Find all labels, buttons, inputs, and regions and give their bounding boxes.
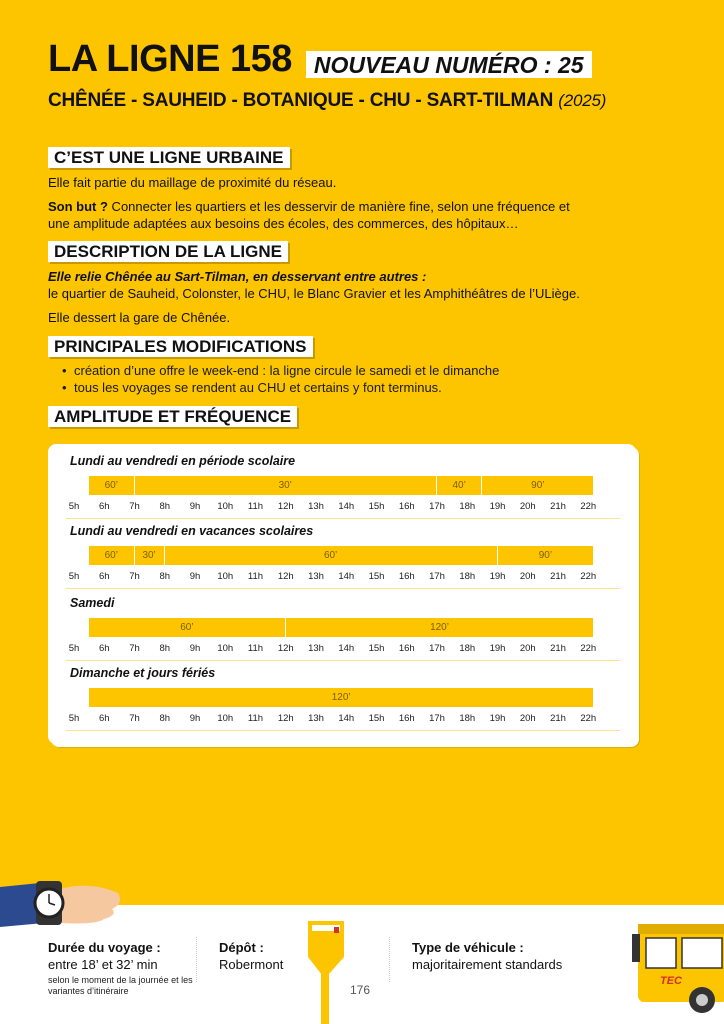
page-number: 176 xyxy=(350,983,371,997)
hour-tick: 6h xyxy=(98,713,110,724)
hour-tick: 9h xyxy=(189,501,201,512)
footer-divider xyxy=(389,937,390,982)
description-stops: le quartier de Sauheid, Colonster, le CHU, le Blanc Gravier et les Amphithéâtres de l’ULiège. xyxy=(48,286,580,301)
wristwatch-icon xyxy=(0,875,125,935)
schedule-title: Samedi xyxy=(70,596,115,610)
schedule-divider xyxy=(66,518,620,519)
hour-tick: 12h xyxy=(277,713,294,724)
title-row xyxy=(48,40,592,78)
frequency-segment: 90’ xyxy=(498,546,595,565)
hour-tick: 20h xyxy=(519,501,536,512)
hour-tick: 22h xyxy=(580,643,597,654)
route-year: (2025) xyxy=(558,91,607,110)
hour-tick: 21h xyxy=(550,643,566,654)
goal-text: Connecter les quartiers et les desservir de manière fine, selon une fréquence et une amplitude adaptées aux besoins des écoles, des commerces, des hôpitaux… xyxy=(48,199,570,231)
hour-tick: 16h xyxy=(398,643,415,654)
hour-tick: 18h xyxy=(459,713,476,724)
depot-value: Robermont xyxy=(219,957,284,972)
hour-tick: 10h xyxy=(217,501,234,512)
frequency-segment: 60’ xyxy=(89,618,286,637)
frequency-segment: 30’ xyxy=(135,546,165,565)
schedule-divider xyxy=(66,588,620,589)
hour-tick: 5h xyxy=(68,713,80,724)
hour-tick: 14h xyxy=(338,643,355,654)
page-title: LA LIGNE 158 xyxy=(48,38,292,80)
hour-tick: 15h xyxy=(368,571,385,582)
hour-tick: 18h xyxy=(459,571,476,582)
route-stops: CHÊNÉE - SAUHEID - BOTANIQUE - CHU - SART-TILMAN xyxy=(48,90,554,111)
hour-tick: 19h xyxy=(489,501,506,512)
bus-stop-pole-icon xyxy=(302,915,352,1024)
hour-tick: 10h xyxy=(217,713,234,724)
heading-description: DESCRIPTION DE LA LIGNE xyxy=(48,241,288,262)
hour-tick: 13h xyxy=(308,571,324,582)
depot-label: Dépôt : xyxy=(219,940,264,955)
hour-tick: 11h xyxy=(247,713,264,724)
hour-tick: 13h xyxy=(308,713,324,724)
hour-tick: 12h xyxy=(277,571,294,582)
schedule-box xyxy=(48,444,636,744)
hour-tick: 11h xyxy=(247,571,264,582)
hour-tick: 16h xyxy=(398,713,415,724)
route-line xyxy=(48,90,606,112)
hour-tick: 7h xyxy=(129,713,140,724)
hour-tick: 17h xyxy=(429,713,445,724)
hour-tick: 11h xyxy=(247,643,264,654)
hour-tick: 8h xyxy=(159,571,171,582)
frequency-segment: 120’ xyxy=(89,688,594,707)
hour-tick: 11h xyxy=(247,501,264,512)
frequency-segment: 40’ xyxy=(437,476,482,495)
hour-tick: 19h xyxy=(489,571,506,582)
hour-tick: 8h xyxy=(159,643,171,654)
vehicle-label: Type de véhicule : xyxy=(412,940,524,955)
frequency-segment: 30’ xyxy=(135,476,438,495)
hour-tick: 21h xyxy=(550,571,566,582)
hour-tick: 12h xyxy=(277,501,294,512)
hour-tick: 9h xyxy=(189,571,201,582)
hour-tick: 7h xyxy=(129,501,140,512)
hour-tick: 20h xyxy=(519,713,536,724)
hour-tick: 18h xyxy=(459,501,476,512)
hour-tick: 5h xyxy=(68,571,80,582)
schedule-title: Dimanche et jours fériés xyxy=(70,666,216,680)
hour-tick: 17h xyxy=(429,571,445,582)
frequency-segment: 60’ xyxy=(165,546,498,565)
hour-tick: 15h xyxy=(368,501,385,512)
hour-tick: 5h xyxy=(68,501,80,512)
hour-tick: 12h xyxy=(277,643,294,654)
hour-tick: 15h xyxy=(368,713,385,724)
hour-tick: 7h xyxy=(129,571,140,582)
hour-tick: 6h xyxy=(98,643,110,654)
paragraph-network: Elle fait partie du maillage de proximité du réseau. xyxy=(48,175,337,190)
bus-icon xyxy=(632,920,724,1015)
footer xyxy=(0,905,724,1024)
heading-modifications: PRINCIPALES MODIFICATIONS xyxy=(48,336,313,357)
hour-tick: 18h xyxy=(459,643,476,654)
hour-tick: 21h xyxy=(550,501,566,512)
frequency-segment: 120’ xyxy=(286,618,595,637)
hour-tick: 9h xyxy=(189,713,201,724)
hour-tick: 6h xyxy=(98,571,110,582)
hour-tick: 7h xyxy=(129,643,140,654)
hour-tick: 19h xyxy=(489,643,506,654)
footer-divider xyxy=(196,937,197,982)
frequency-segment: 60’ xyxy=(89,476,134,495)
heading-amplitude: AMPLITUDE ET FRÉQUENCE xyxy=(48,406,297,427)
hour-tick: 13h xyxy=(308,501,324,512)
hour-tick: 20h xyxy=(519,571,536,582)
hour-tick: 15h xyxy=(368,643,385,654)
list-item: • création d’une offre le week-end : la ligne circule le samedi et le dimanche xyxy=(62,362,499,379)
hour-tick: 21h xyxy=(550,713,566,724)
list-item: • tous les voyages se rendent au CHU et certains y font terminus. xyxy=(62,379,499,396)
hour-tick: 22h xyxy=(580,713,597,724)
description-station: Elle dessert la gare de Chênée. xyxy=(48,310,231,325)
hour-tick: 13h xyxy=(308,643,324,654)
hour-tick: 16h xyxy=(398,501,415,512)
schedule-divider xyxy=(66,730,620,731)
frequency-segment: 60’ xyxy=(89,546,134,565)
hour-tick: 22h xyxy=(580,571,597,582)
hour-tick: 19h xyxy=(489,713,506,724)
hour-tick: 8h xyxy=(159,501,171,512)
duration-note: selon le moment de la journée et les variantes d’itinéraire xyxy=(48,975,193,996)
new-number-badge: NOUVEAU NUMÉRO : 25 xyxy=(306,51,592,78)
hour-tick: 6h xyxy=(98,501,110,512)
hour-tick: 17h xyxy=(429,643,445,654)
schedule-title: Lundi au vendredi en période scolaire xyxy=(70,454,296,468)
schedule-title: Lundi au vendredi en vacances scolaires xyxy=(70,524,314,538)
heading-urban-line: C’EST UNE LIGNE URBAINE xyxy=(48,147,290,168)
hour-tick: 14h xyxy=(338,501,355,512)
hour-tick: 20h xyxy=(519,643,536,654)
hour-tick: 14h xyxy=(338,571,355,582)
modifications-list xyxy=(62,362,499,396)
hour-tick: 8h xyxy=(159,713,171,724)
vehicle-value: majoritairement standards xyxy=(412,957,563,972)
hour-tick: 5h xyxy=(68,643,80,654)
hour-tick: 10h xyxy=(217,571,234,582)
schedule-divider xyxy=(66,660,620,661)
hour-tick: 14h xyxy=(338,713,355,724)
hour-tick: 9h xyxy=(189,643,201,654)
paragraph-goal xyxy=(48,198,588,232)
goal-label: Son but ? xyxy=(48,199,108,214)
frequency-segment: 90’ xyxy=(482,476,594,495)
hour-tick: 17h xyxy=(429,501,445,512)
description-intro: Elle relie Chênée au Sart-Tilman, en desservant entre autres : xyxy=(48,269,427,284)
hour-tick: 10h xyxy=(217,643,234,654)
bus-logo: TEC xyxy=(660,975,682,987)
duration-value: entre 18’ et 32’ min xyxy=(48,957,158,972)
hour-tick: 16h xyxy=(398,571,415,582)
duration-label: Durée du voyage : xyxy=(48,940,161,955)
hour-tick: 22h xyxy=(580,501,597,512)
